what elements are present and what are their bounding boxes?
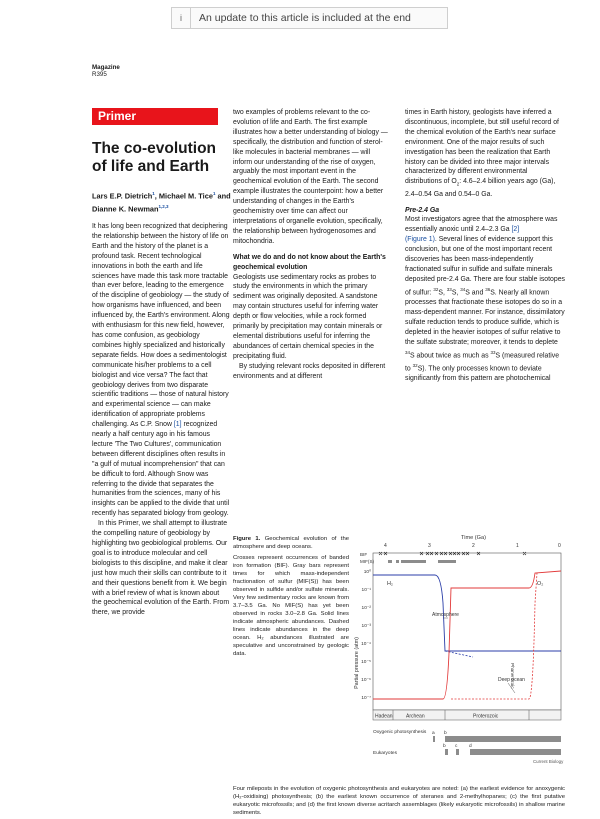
y-tick: 10⁻¹ [361, 588, 371, 593]
subscript: 2 [456, 181, 460, 187]
text-run: It has long been recognized that deciphering the relationship between the history of life on Earth and the history of the planet is a profound task. Recent technological innovations in both the earth and life sciences have made this task more tractable than ever before, leading to the emergence of the discipline of geobiology — the study of how organisms have influenced, and been influenced by, the Earth's environment. Along with enthusiasm for this new field, however, has come confusion, as geobiology combines highly specialized and historically separate fields. How does a sedimentologist communicate his/her problems to a cell biologist and vice versa? The fact that geobiology derives from two disparate scientific traditions — those of natural history and experimental science — can make identification of appropriate problems challenging. As C.P. Snow [92, 223, 230, 429]
superscript: 33 [446, 286, 452, 292]
figure-caption-bottom: Four mileposts in the evolution of oxygenic photosynthesis and eukaryotes are noted: (a) the earliest evidence for anoxygenic (H₂-oxidising) photosynthesis; (b) the earliest known occurrence of steranes and 2-methylhopanes; (c) the first putative eukaryotic microfossils; and (d) the first known diverse acritarch assemblages (likely eukaryotic microfossils) in shallow marine sediments. [233, 786, 565, 816]
y-ticks [361, 569, 371, 701]
row-eukaryotes-label: Eukaryotes [373, 751, 397, 756]
page-number: R395 [92, 71, 107, 78]
section-heading: What we do and do not know about the Earth's geochemical evolution [233, 253, 386, 271]
magazine-label [92, 64, 120, 78]
author-affiliation: 1,2,3 [158, 203, 169, 209]
text-run: recognized nearly a half century ago in his famous lecture 'The Two Cultures', communication between different disciplines often results in "a gulf of mutual incomprehension" that can be difficult to ford. Although Snow was referring to the divide that separates the humanities from the sciences, many of his insights can be applied to the divide that until recently has separated biology from geology. [92, 421, 230, 518]
row-bar [445, 749, 448, 755]
row-bar [445, 736, 561, 742]
marker-a: a [432, 731, 435, 736]
figure-1 [233, 533, 565, 788]
figure-credit: Current Biology [533, 759, 564, 764]
superscript: 32 [433, 286, 439, 292]
y-tick: 10⁻⁴ [361, 642, 371, 647]
author-name: Michael M. Tice [158, 191, 213, 201]
text-run: S. [490, 289, 497, 297]
text-run: S about twice as much as [410, 351, 491, 359]
time-tick: 0 [558, 543, 561, 549]
author-name: Dianne K. Newman [92, 204, 159, 214]
text-run: Most investigators agree that the atmosphere was essentially anoxic until 2.4–2.3 Ga [405, 216, 558, 234]
text-run: times in Earth history, geologists have inferred a discontinuous, incomplete, but still useful record of the chemical evolution of the Earth's near surface environment. One of the major results of such investigation has been the realization that Earth history can be divided into three major intervals characterized by different environmental distributions of O [405, 109, 559, 186]
y-tick: 10⁰ [363, 570, 371, 575]
y-tick: 10⁻⁵ [361, 660, 371, 665]
atmosphere-label: Atmosphere [432, 612, 459, 618]
mif-bars [388, 560, 456, 563]
info-icon: i [172, 8, 191, 28]
bif-crosses [379, 552, 526, 555]
marker-c: c [455, 744, 458, 749]
figure-link[interactable]: (Figure 1) [405, 236, 435, 244]
time-axis-label: Time (Ga) [461, 535, 486, 541]
y-tick: 10⁻³ [361, 624, 371, 629]
eon-phanerozoic: Phanerozoic [510, 663, 515, 689]
caption-body: Crosses represent occurrences of banded iron formation (BIF). Gray bars represent times for which mass-independent fractionation of sulfur (MIF(S)) has been observed in sulfide and/or sulfate minerals. Very few sedimentary rocks are known from 3.7–3.5 Ga. No MIF(S) has yet been observed in rocks 3.0–2.8 Ga. Solid lines indicate atmospheric abundances. Dashed lines indicate abundances in the deep ocean. H₂ abundances illustrated are speculative and unconstrained by geologic data. [233, 555, 349, 657]
row-bar [456, 749, 459, 755]
update-banner[interactable] [171, 7, 448, 29]
text-run: S and [465, 289, 486, 297]
y-tick: 10⁻⁷ [361, 696, 371, 701]
row-oxygenic-label: Oxygenic photosynthesis [373, 730, 427, 735]
superscript: 36 [485, 286, 491, 292]
y-axis-label: Partial pressure (atm) [354, 637, 360, 689]
figure-label: Figure 1. [233, 536, 261, 542]
subsection-heading: Pre-2.4 Ga [405, 206, 440, 214]
y-tick: 10⁻⁶ [361, 678, 371, 683]
marker-d: d [469, 744, 472, 749]
marker-b: b [444, 731, 447, 736]
text-column-1 [92, 222, 230, 618]
time-tick: 3 [428, 543, 431, 549]
time-tick: 1 [516, 543, 519, 549]
section-tag: Primer [92, 108, 218, 125]
row-bar [433, 736, 435, 742]
paragraph [405, 215, 565, 383]
marker-b: b [443, 744, 446, 749]
superscript: 34 [460, 286, 466, 292]
eon-hadean: Hadean [375, 713, 393, 720]
o2-label: O₂ [537, 581, 544, 587]
citation-link[interactable]: [2] [511, 226, 520, 234]
text-run: : 4.6–2.4 billion years ago (Ga), 2.4–0.54 Ga and 0.54–0 Ga. [405, 178, 556, 198]
text-run: . Several lines of evidence support this conclusion, but one of the most important recent discoveries has been mass-independently fractionated sulfur in sulfide and sulfate minerals deposited pre-2.4 Ga. There are four stable isotopes of sulfur: [405, 236, 565, 297]
plot-frame [373, 553, 561, 710]
superscript: 34 [405, 349, 411, 355]
time-ticks [384, 543, 561, 549]
row-bar [470, 749, 561, 755]
text-run: S (measured relative to [405, 351, 560, 373]
time-tick: 2 [472, 543, 475, 549]
text-run: Nearly all known processes that fractionate these isotopes do so in a mass-dependent manner. For instance, dissimilatory sulfate reduction tends to produce sulfide, which is depleted in the heavier isotopes of sulfur relative to the sulfate substrate; moreover, it tends to deplete [405, 289, 565, 346]
superscript: 33 [490, 349, 496, 355]
magazine-name: Magazine [92, 64, 120, 71]
paragraph [92, 222, 230, 519]
time-tick: 4 [384, 543, 387, 549]
text-column-2 [233, 108, 390, 381]
author-affiliation: 1 [152, 191, 155, 196]
y-tick: 10⁻² [361, 606, 371, 611]
mif-label: MIF(S) [360, 559, 375, 564]
text-run: S, [438, 289, 447, 297]
text-run: S). The only processes known to deviate significantly from this pattern are photochemical [405, 365, 551, 382]
article-title: The co-evolution of life and Earth [92, 140, 216, 175]
text-run: S, [451, 289, 461, 297]
author-list: Lars E.P. Dietrich$^1$, Michael M. Tice$^1$ and Dianne K. Newman$^{1,2,3}$ [92, 191, 231, 214]
eon-proterozoic: Proterozoic [473, 713, 499, 720]
update-banner-text[interactable]: An update to this article is included at the end [199, 12, 411, 24]
paragraph: two examples of problems relevant to the co-evolution of life and Earth. The first example illustrates how a better understanding of biology — specifically, the distribution and function of sterol-like molecules in bacterial membranes — will inform our understanding of the rise of oxygen, arguably the most important event in the geochemical evolution of the Earth. The second example illustrates the counterpoint: how a better understanding of changes in the Earth's geochemistry over time can affect our interpretations of organelle evolution, specifically, the relationship between hydrogenosomes and mitochondria. [233, 109, 388, 245]
paragraph: By studying relevant rocks deposited in different environments and at different [233, 362, 386, 380]
text-column-3 [405, 108, 565, 384]
paragraph: In this Primer, we shall attempt to illustrate the compelling nature of geobiology by highlighting two geobiological problems. Our goal is to introduce molecular and cell biologists to this discipline, and make it clear just how much their skills can contribute to it and their questions benefit from it. We begin with a brief review of what is known about the geochemical evolution of the Earth. From there, we provide [92, 520, 230, 617]
h2-atmosphere-line [373, 575, 561, 651]
citation-link[interactable]: [1] [173, 421, 182, 429]
paragraph: Geologists use sedimentary rocks as probes to study the environments in which the primary sediment was originally deposited. A sandstone may contain structures useful for inferring water depth or flow velocities, while a rock formed primarily by precipitation may contain minerals or elemental distributions useful for inferring the abundances of certain chemical species in the precipitating fluid. [233, 273, 383, 360]
eon-archean: Archean [406, 713, 425, 720]
deep-ocean-label: Deep ocean [498, 677, 525, 683]
o2-atmosphere-line [373, 571, 561, 699]
author-affiliation: 1 [212, 191, 216, 196]
author-name: Lars E.P. Dietrich [92, 191, 153, 201]
bif-label: BIF [360, 552, 368, 557]
superscript: 32 [412, 362, 418, 368]
caption-text: Geochemical evolution of the atmosphere and deep oceans. [233, 536, 349, 550]
paragraph [405, 108, 565, 200]
eon-band [373, 710, 561, 720]
h2-label: H₂ [387, 581, 393, 587]
